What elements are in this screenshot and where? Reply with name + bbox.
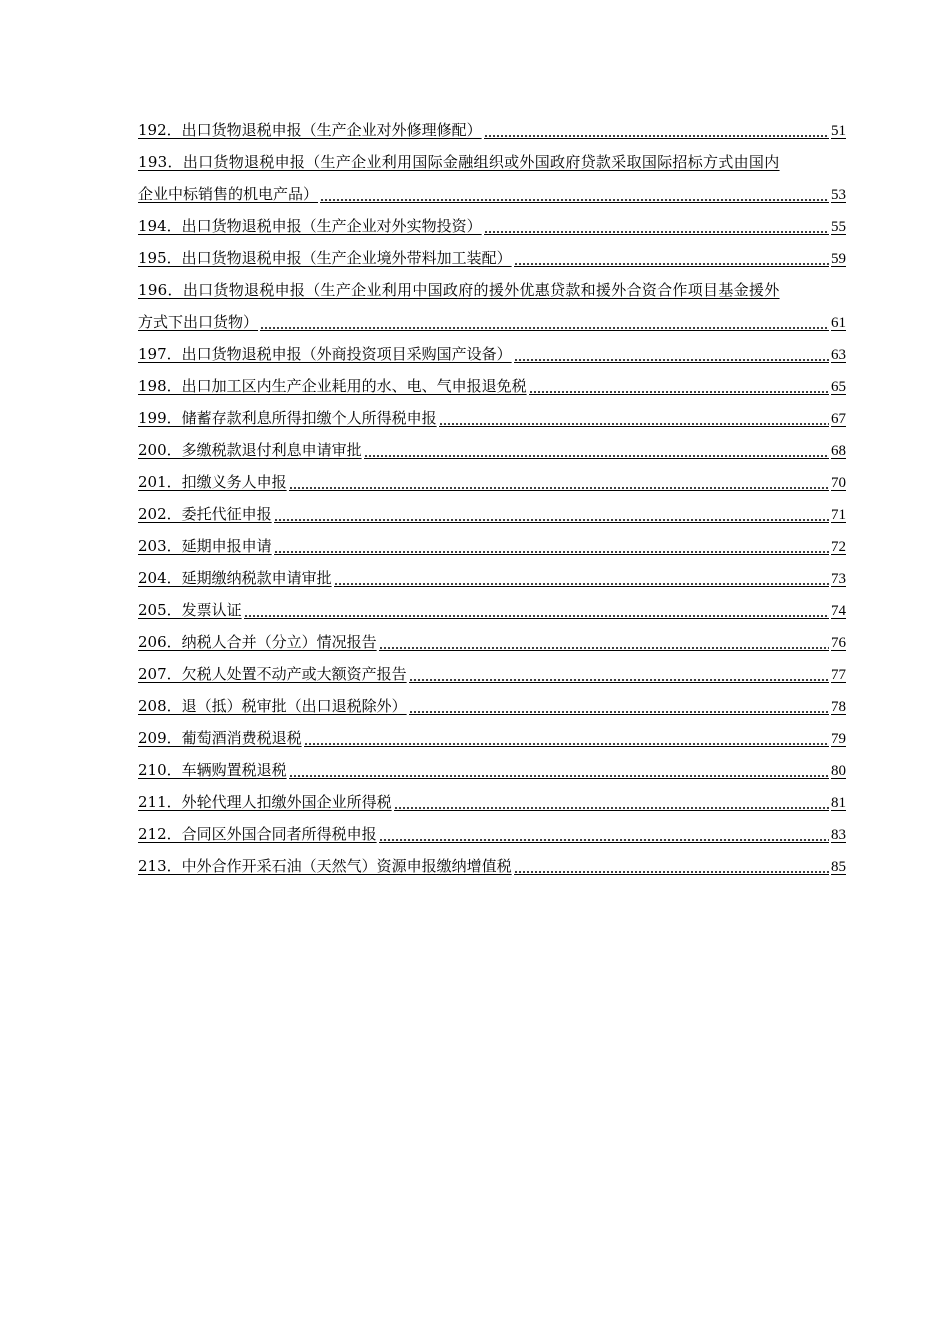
toc-page-number: 80 bbox=[831, 763, 846, 779]
dot-leader bbox=[409, 694, 829, 715]
toc-entry-200[interactable] bbox=[138, 434, 846, 466]
toc-entry-196[interactable] bbox=[138, 274, 846, 338]
toc-entry-204[interactable] bbox=[138, 562, 846, 594]
toc-page-number: 78 bbox=[831, 699, 846, 715]
dot-leader bbox=[379, 630, 829, 651]
dot-leader bbox=[529, 374, 829, 395]
toc-entry-208[interactable] bbox=[138, 690, 846, 722]
toc-entry-193[interactable] bbox=[138, 146, 846, 210]
toc-entry-title: 205．发票认证 bbox=[138, 601, 242, 619]
toc-entry-213[interactable] bbox=[138, 850, 846, 882]
toc-entry-title: 204．延期缴纳税款申请审批 bbox=[138, 569, 332, 587]
toc-page-number: 73 bbox=[831, 571, 846, 587]
dot-leader bbox=[304, 726, 829, 747]
toc-page-number: 72 bbox=[831, 539, 846, 555]
dot-leader bbox=[514, 854, 829, 875]
toc-entry-198[interactable] bbox=[138, 370, 846, 402]
toc-entry-title: 194．出口货物退税申报（生产企业对外实物投资） bbox=[138, 217, 482, 235]
toc-entry-197[interactable] bbox=[138, 338, 846, 370]
toc-entry-title: 199．储蓄存款利息所得扣缴个人所得税申报 bbox=[138, 409, 437, 427]
dot-leader bbox=[514, 342, 829, 363]
toc-entry-212[interactable] bbox=[138, 818, 846, 850]
toc-entry-title: 209．葡萄酒消费税退税 bbox=[138, 729, 302, 747]
toc-entry-202[interactable] bbox=[138, 498, 846, 530]
toc-entry-title: 198．出口加工区内生产企业耗用的水、电、气申报退免税 bbox=[138, 377, 527, 395]
dot-leader bbox=[379, 822, 829, 843]
toc-entry-201[interactable] bbox=[138, 466, 846, 498]
toc-page-number: 77 bbox=[831, 667, 846, 683]
toc-page-number: 53 bbox=[831, 187, 846, 203]
toc-page-number: 65 bbox=[831, 379, 846, 395]
toc-entry-title: 196．出口货物退税申报（生产企业利用中国政府的援外优惠贷款和援外合资合作项目基金援外 bbox=[138, 281, 780, 299]
dot-leader bbox=[484, 214, 829, 235]
dot-leader bbox=[274, 502, 829, 523]
toc-entry-192[interactable] bbox=[138, 114, 846, 146]
toc-entry-title: 211．外轮代理人扣缴外国企业所得税 bbox=[138, 793, 392, 811]
toc-page-number: 74 bbox=[831, 603, 846, 619]
toc-page-number: 55 bbox=[831, 219, 846, 235]
toc-entry-title: 208．退（抵）税审批（出口退税除外） bbox=[138, 697, 407, 715]
toc-entry-207[interactable] bbox=[138, 658, 846, 690]
dot-leader bbox=[439, 406, 829, 427]
dot-leader bbox=[484, 118, 829, 139]
toc-entry-title-continued: 企业中标销售的机电产品） bbox=[138, 185, 319, 203]
toc-entry-209[interactable] bbox=[138, 722, 846, 754]
toc-page-number: 51 bbox=[831, 123, 846, 139]
toc-page-number: 71 bbox=[831, 507, 846, 523]
toc-page-number: 59 bbox=[831, 251, 846, 267]
toc-page-number: 81 bbox=[831, 795, 846, 811]
toc-entry-211[interactable] bbox=[138, 786, 846, 818]
dot-leader bbox=[289, 758, 829, 779]
dot-leader bbox=[364, 438, 829, 459]
toc-page-number: 76 bbox=[831, 635, 846, 651]
toc-entry-title: 200．多缴税款退付利息申请审批 bbox=[138, 441, 362, 459]
toc-page-number: 61 bbox=[831, 315, 846, 331]
toc-entry-199[interactable] bbox=[138, 402, 846, 434]
toc-entry-210[interactable] bbox=[138, 754, 846, 786]
toc-page-number: 70 bbox=[831, 475, 846, 491]
dot-leader bbox=[334, 566, 829, 587]
toc-page-number: 83 bbox=[831, 827, 846, 843]
toc-entry-title: 206．纳税人合并（分立）情况报告 bbox=[138, 633, 377, 651]
toc-entry-title: 213．中外合作开采石油（天然气）资源申报缴纳增值税 bbox=[138, 857, 512, 875]
dot-leader bbox=[409, 662, 829, 683]
toc-entry-title: 203．延期申报申请 bbox=[138, 537, 272, 555]
table-of-contents bbox=[138, 114, 846, 882]
toc-entry-203[interactable] bbox=[138, 530, 846, 562]
toc-entry-title: 192．出口货物退税申报（生产企业对外修理修配） bbox=[138, 121, 482, 139]
toc-page-number: 63 bbox=[831, 347, 846, 363]
dot-leader bbox=[394, 790, 829, 811]
dot-leader bbox=[289, 470, 829, 491]
toc-page-number: 67 bbox=[831, 411, 846, 427]
dot-leader bbox=[274, 534, 829, 555]
toc-page-number: 79 bbox=[831, 731, 846, 747]
toc-entry-title: 212．合同区外国合同者所得税申报 bbox=[138, 825, 377, 843]
toc-entry-title: 210．车辆购置税退税 bbox=[138, 761, 287, 779]
toc-entry-title: 207．欠税人处置不动产或大额资产报告 bbox=[138, 665, 407, 683]
toc-page-number: 85 bbox=[831, 859, 846, 875]
toc-entry-title: 197．出口货物退税申报（外商投资项目采购国产设备） bbox=[138, 345, 512, 363]
toc-entry-195[interactable] bbox=[138, 242, 846, 274]
toc-entry-194[interactable] bbox=[138, 210, 846, 242]
toc-entry-title: 202．委托代征申报 bbox=[138, 505, 272, 523]
toc-entry-206[interactable] bbox=[138, 626, 846, 658]
dot-leader bbox=[320, 182, 829, 203]
dot-leader bbox=[260, 310, 829, 331]
dot-leader bbox=[244, 598, 829, 619]
toc-entry-title: 193．出口货物退税申报（生产企业利用国际金融组织或外国政府贷款采取国际招标方式由国内 bbox=[138, 153, 780, 171]
toc-entry-title: 201．扣缴义务人申报 bbox=[138, 473, 287, 491]
toc-entry-title-continued: 方式下出口货物） bbox=[138, 313, 259, 331]
toc-entry-205[interactable] bbox=[138, 594, 846, 626]
toc-page-number: 68 bbox=[831, 443, 846, 459]
toc-entry-title: 195．出口货物退税申报（生产企业境外带料加工装配） bbox=[138, 249, 512, 267]
dot-leader bbox=[514, 246, 829, 267]
